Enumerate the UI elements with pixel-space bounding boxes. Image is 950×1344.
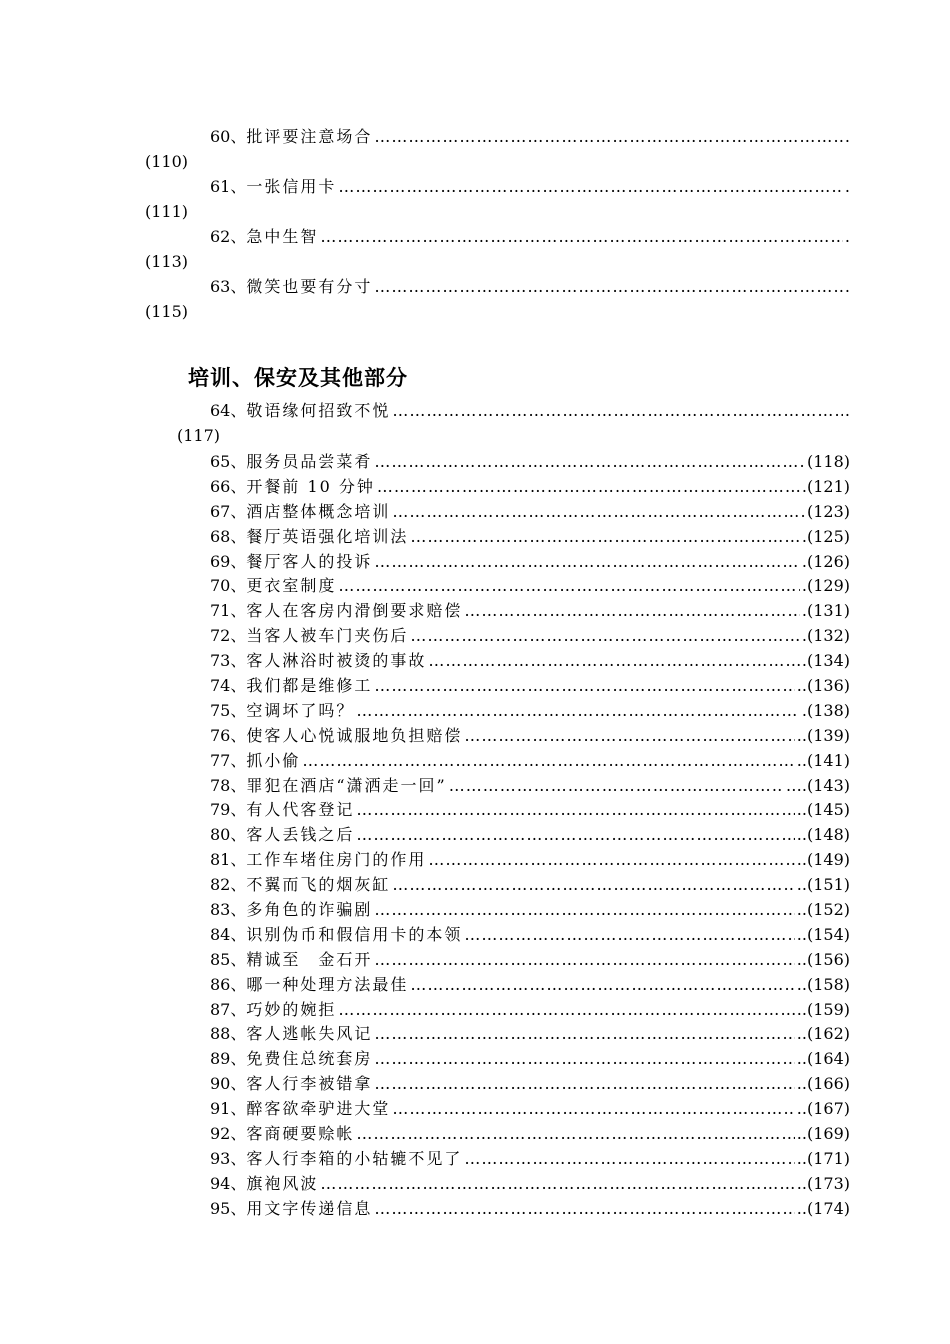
entry-number: 66、 <box>210 476 247 496</box>
toc-entry <box>210 550 850 575</box>
toc-entry <box>210 475 850 500</box>
entry-title: 客人丢钱之后 <box>246 825 355 845</box>
entry-number: 84、 <box>210 924 247 944</box>
dot-leader <box>338 998 794 1023</box>
entry-number: 60、 <box>210 127 247 146</box>
entry-number: 78、 <box>210 775 247 795</box>
entry-page: .(121) <box>801 476 850 496</box>
entry-number: 61、 <box>210 177 247 196</box>
entry-title: 更衣室制度 <box>246 576 337 596</box>
entry-page: ..(145) <box>796 800 850 820</box>
toc-entry <box>210 1047 850 1072</box>
entry-page: ..(151) <box>796 875 850 895</box>
toc-entry <box>210 649 850 674</box>
entry-page: ..(164) <box>796 1049 850 1069</box>
dot-leader <box>410 973 794 998</box>
entry-title: 巧妙的婉拒 <box>246 999 337 1019</box>
toc-entry <box>210 1072 850 1097</box>
toc-entry <box>210 574 850 599</box>
entry-title: 使客人心悦诚服地负担赔偿 <box>246 725 463 745</box>
toc-entry <box>210 1122 850 1147</box>
entry-number: 73、 <box>210 651 247 671</box>
entry-page: .(129) <box>801 576 850 596</box>
entry-number: 79、 <box>210 800 247 820</box>
entry-number: 93、 <box>210 1148 247 1168</box>
entry-number: 87、 <box>210 999 247 1019</box>
entry-title: 多角色的诈骗剧 <box>246 900 373 920</box>
dot-leader <box>464 923 794 948</box>
entry-number: 95、 <box>210 1198 247 1218</box>
entry-title: 有人代客登记 <box>246 800 355 820</box>
entry-title: 精诚至 金石开 <box>246 949 373 969</box>
toc-entry <box>210 823 850 848</box>
entry-title: 旗袍风波 <box>246 1173 319 1193</box>
dot-leader <box>377 475 800 500</box>
dot-leader <box>374 898 794 923</box>
entry-page: ..(148) <box>796 825 850 845</box>
entry-number: 92、 <box>210 1124 247 1144</box>
dot-leader <box>374 278 843 296</box>
dot-leader <box>464 724 794 749</box>
toc-entry <box>210 674 850 699</box>
dot-leader <box>338 178 843 196</box>
entry-page: ..(141) <box>796 750 850 770</box>
toc-entry <box>210 749 850 774</box>
entry-page: ..(159) <box>796 999 850 1019</box>
toc-list <box>210 450 850 1222</box>
toc-entry <box>210 898 850 923</box>
entry-title: 客商硬要赊帐 <box>246 1124 355 1144</box>
entry-page: .(134) <box>801 651 850 671</box>
dot-leader <box>392 500 805 525</box>
entry-page: ..(173) <box>796 1173 850 1193</box>
entry-number: 65、 <box>210 452 247 471</box>
entry-number: 82、 <box>210 875 247 895</box>
entry-page: ..(167) <box>796 1099 850 1119</box>
entry-page: ..(174) <box>796 1198 850 1218</box>
toc-entry <box>210 774 850 799</box>
entry-title: 一张信用卡 <box>246 177 337 196</box>
dot-leader <box>338 574 800 599</box>
entry-page: ….(143) <box>785 775 850 795</box>
entry-title: 醉客欲牵驴进大堂 <box>246 1099 391 1119</box>
entry-page: ..(166) <box>796 1074 850 1094</box>
dot-leader <box>320 1172 794 1197</box>
toc-page: 60、 批评要注意场合 ………………………………………………………………………………………………………………………………………… . (110) 61、 一张信用卡 ………………………………………………………………………………………………………………………………………… . (111) 62、 急中生智 ………………………………………………………………………………………………………………………………………… . (113) 63、 微笑也要有分寸 ………………………………………………………………………………………………………………………………………… . (115) 培训、保安及其他部分 64、 敬语缘何招致不悦 ………………………………………………………………………………………………………………………………………… . (117) 65、 服务员品尝菜肴 ………………………………………………………………………………………………………………………………………… (118) 66、 开餐前 10 分钟 ………………………………………………………………………………………………………………………………………… .(121) 67、 酒店整体概念培训 ………………………………………………………………………………………………………………………………………… (123) 68、 餐厅英语强化培训法 ………………………………………………………………………………………………………………………………………… .(125) 69、 餐厅客人的投诉 ………………………………………………………………………………………………………………………………………… .(126) 70、 更衣室制度 ………………………………………………………………………………………………………………………………………… .(129) 71、 客人在客房内滑倒要求赔偿 ………………………………………………………………………………………………………………………………………… .(131) 72、 当客人被车门夹伤后 ………………………………………………………………………………………………………………………………………… .(132) 73、 客人淋浴时被烫的事故 ………………………………………………………………………………………………………………………………………… .(134) 74、 我们都是维修工 ………………………………………………………………………………………………………………………………………… ..(136) 75、 空调坏了吗？ ………………………………………………………………………………………………………………………………………… .(138) 76、 使客人心悦诚服地负担赔偿 ………………………………………………………………………………………………………………………………………… ..(139) 77、 抓小偷 ………………………………………………………………………………………………………………………………………… ..(141) 78、 罪犯在酒店“潇洒走一回” ………………………………………………………………………………………………………………………………………… ….(143) 79、 有人代客登记 ………………………………………………………………………………………………………………………………………… ..(145) 80、 客人丢钱之后 ………………………………………………………………………………………………………………………………………… ..(148) 81、 工作车堵住房门的作用 ………………………………………………………………………………………………………………………………………… ..(149) 82、 不翼而飞的烟灰缸 ………………………………………………………………………………………………………………………………………… ..(151) 83、 多角色的诈骗剧 ………………………………………………………………………………………………………………………………………… ..(152) 84、 识别伪币和假信用卡的本领 ………………………………………………………………………………………………………………………………………… ..(154) 85、 精诚至 金石开 ………………………………………………………………………………………………………………………………………… ..(156) 86、 哪一种处理方法最佳 ………………………………………………………………………………………………………………………………………… ..(158) 87、 巧妙的婉拒 ………………………………………………………………………………………………………………………………………… ..(159) 88、 客人逃帐失风记 ………………………………………………………………………………………………………………………………………… ..(162) 89、 免费住总统套房 ………………………………………………………………………………………………………………………………………… ..(164) 90、 客人行李被错拿 ………………………………………………………………………………………………………………………………………… ..(166) 91、 醉客欲牵驴进大堂 ………………………………………………………………………………………………………………………………………… ..(167) 92、 客商硬要赊帐 ………………………………………………………………………………………………………………………………………… ..(169) 93、 客人行李箱的小轱辘不见了 ………………………………………………………………………………………………………………………………………… ..(171) 94、 旗袍风波 ………………………………………………………………………………………………………………………………………… ..(173) 95、 用文字传递信息 ………………………………………………………………………………………………………………………………………… ..(174) <box>0 0 950 1344</box>
entry-title: 敬语缘何招致不悦 <box>246 401 391 420</box>
dot-leader <box>374 450 805 475</box>
entry-number: 88、 <box>210 1024 247 1044</box>
toc-entry <box>210 1147 850 1172</box>
toc-entry <box>210 1172 850 1197</box>
dot-leader <box>428 649 800 674</box>
entry-title: 客人行李被错拿 <box>246 1074 373 1094</box>
entry-page: (113) <box>145 252 189 271</box>
entry-page: .(131) <box>801 601 850 621</box>
entry-page: .(126) <box>801 551 850 571</box>
entry-number: 68、 <box>210 526 247 546</box>
toc-entry <box>210 624 850 649</box>
entry-page: (111) <box>145 202 189 221</box>
entry-number: 62、 <box>210 227 247 246</box>
entry-number: 64、 <box>210 401 247 420</box>
toc-entry <box>210 848 850 873</box>
toc-entry <box>210 923 850 948</box>
toc-entry <box>210 1097 850 1122</box>
dot-leader <box>410 624 800 649</box>
entry-title: 酒店整体概念培训 <box>246 501 391 521</box>
entry-title: 罪犯在酒店“潇洒走一回” <box>246 775 447 795</box>
entry-number: 90、 <box>210 1074 247 1094</box>
entry-page: ..(162) <box>796 1024 850 1044</box>
toc-entry <box>210 525 850 550</box>
entry-title: 客人行李箱的小轱辘不见了 <box>246 1148 463 1168</box>
entry-number: 85、 <box>210 949 247 969</box>
dot-leader <box>374 1022 794 1047</box>
toc-entry <box>210 1197 850 1222</box>
entry-title: 急中生智 <box>246 227 319 246</box>
dot-leader <box>374 1197 794 1222</box>
entry-page: ..(136) <box>796 676 850 696</box>
entry-title: 不翼而飞的烟灰缸 <box>246 875 391 895</box>
entry-page: (110) <box>145 152 189 171</box>
entry-title: 客人在客房内滑倒要求赔偿 <box>246 601 463 621</box>
dot-leader <box>374 1072 794 1097</box>
entry-page: ..(171) <box>796 1148 850 1168</box>
dot-leader <box>356 798 794 823</box>
toc-entry <box>210 1022 850 1047</box>
toc-entry <box>210 599 850 624</box>
entry-number: 94、 <box>210 1173 247 1193</box>
dot-leader <box>356 823 794 848</box>
dot-leader <box>356 699 800 724</box>
dot-leader <box>374 128 843 146</box>
entry-title: 餐厅客人的投诉 <box>246 551 373 571</box>
section-heading: 培训、保安及其他部分 <box>188 366 408 390</box>
entry-number: 80、 <box>210 825 247 845</box>
dot-leader <box>374 674 794 699</box>
entry-number: 71、 <box>210 601 247 621</box>
entry-number: 76、 <box>210 725 247 745</box>
entry-page: (118) <box>806 452 850 471</box>
entry-page: .(125) <box>801 526 850 546</box>
entry-title: 微笑也要有分寸 <box>246 277 373 296</box>
entry-number: 81、 <box>210 850 247 870</box>
dot-leader <box>320 228 843 246</box>
entry-page: .(138) <box>801 700 850 720</box>
entry-page: ..(152) <box>796 900 850 920</box>
entry-title: 哪一种处理方法最佳 <box>246 974 409 994</box>
toc-entry <box>210 998 850 1023</box>
entry-title: 识别伪币和假信用卡的本领 <box>246 924 463 944</box>
entry-page: .(132) <box>801 626 850 646</box>
entry-number: 86、 <box>210 974 247 994</box>
dot-leader <box>392 402 843 420</box>
entry-title: 客人淋浴时被烫的事故 <box>246 651 427 671</box>
entry-number: 72、 <box>210 626 247 646</box>
entry-title: 服务员品尝菜肴 <box>246 452 373 471</box>
entry-page: ..(154) <box>796 924 850 944</box>
dot-leader <box>464 599 800 624</box>
entry-title: 批评要注意场合 <box>246 127 373 146</box>
entry-title: 客人逃帐失风记 <box>246 1024 373 1044</box>
entry-title: 用文字传递信息 <box>246 1198 373 1218</box>
entry-number: 83、 <box>210 900 247 920</box>
dot-leader <box>374 550 800 575</box>
entry-number: 69、 <box>210 551 247 571</box>
dot-leader <box>464 1147 794 1172</box>
entry-number: 75、 <box>210 700 247 720</box>
entry-title: 抓小偷 <box>246 750 301 770</box>
entry-page: ..(149) <box>796 850 850 870</box>
dot-leader <box>356 1122 794 1147</box>
dot-leader <box>410 525 800 550</box>
toc-entry <box>210 500 850 525</box>
entry-page: ..(158) <box>796 974 850 994</box>
entry-title: 我们都是维修工 <box>246 676 373 696</box>
entry-page: (117) <box>177 426 221 445</box>
toc-entry <box>210 798 850 823</box>
dot-leader <box>374 1047 794 1072</box>
entry-number: 77、 <box>210 750 247 770</box>
dot-leader <box>392 1097 794 1122</box>
entry-page: ..(156) <box>796 949 850 969</box>
entry-title: 免费住总统套房 <box>246 1049 373 1069</box>
entry-title: 空调坏了吗？ <box>246 700 355 720</box>
dot-leader <box>428 848 794 873</box>
entry-title: 开餐前 10 分钟 <box>246 476 375 496</box>
entry-number: 91、 <box>210 1099 247 1119</box>
entry-number: 63、 <box>210 277 247 296</box>
entry-title: 餐厅英语强化培训法 <box>246 526 409 546</box>
toc-entry <box>210 724 850 749</box>
dot-leader <box>449 774 784 799</box>
entry-page: (123) <box>806 501 850 521</box>
entry-number: 67、 <box>210 501 247 521</box>
entry-number: 70、 <box>210 576 247 596</box>
toc-entry <box>210 948 850 973</box>
dot-leader <box>392 873 794 898</box>
entry-page: ..(139) <box>796 725 850 745</box>
entry-title: 工作车堵住房门的作用 <box>246 850 427 870</box>
toc-entry <box>210 699 850 724</box>
toc-entry <box>210 873 850 898</box>
toc-entry <box>210 450 850 475</box>
dot-leader <box>302 749 794 774</box>
toc-entry <box>210 973 850 998</box>
entry-number: 89、 <box>210 1049 247 1069</box>
entry-number: 74、 <box>210 676 247 696</box>
entry-page: ..(169) <box>796 1124 850 1144</box>
entry-page: (115) <box>145 302 189 321</box>
entry-title: 当客人被车门夹伤后 <box>246 626 409 646</box>
dot-leader <box>374 948 794 973</box>
